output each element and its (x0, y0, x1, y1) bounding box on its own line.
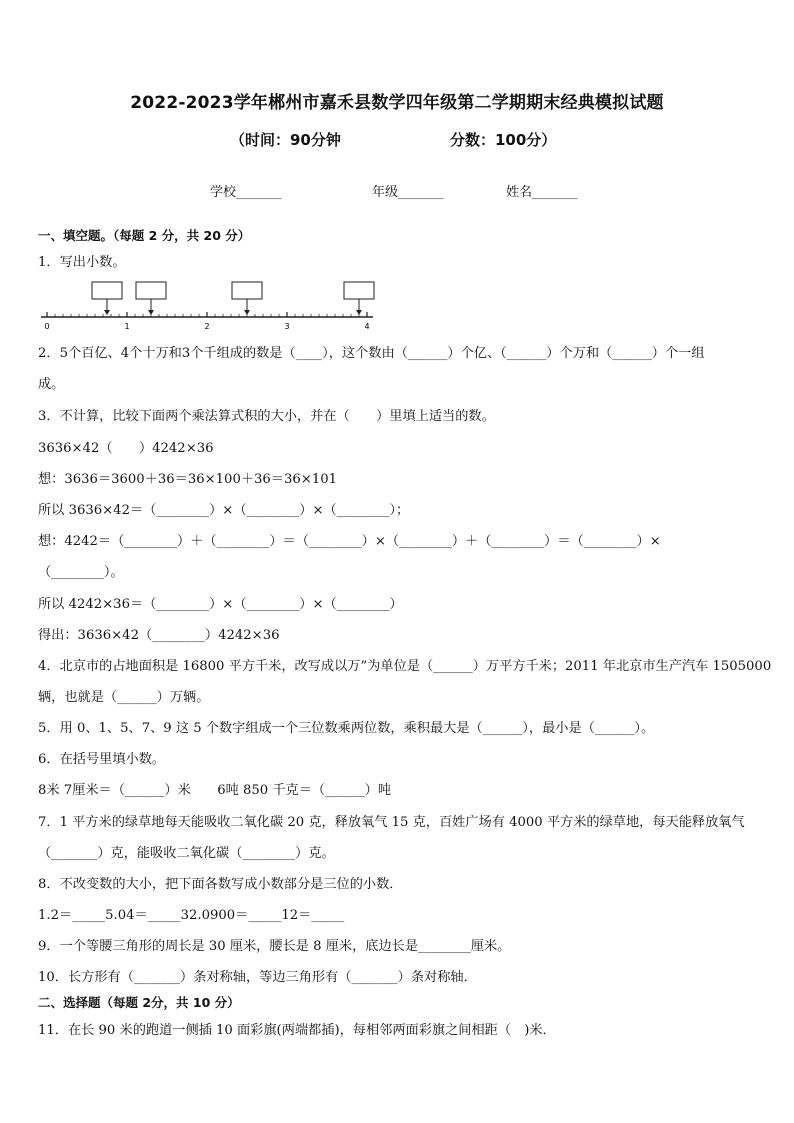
page-title: 2022-2023学年郴州市嘉禾县数学四年级第二学期期末经典模拟试题 (130, 93, 664, 113)
question-3-therefore-1: 所以 3636×42＝（________）×（________）×（________）； (38, 503, 410, 518)
question-7-line-2: （_______）克，能吸收二氧化碳（________）克。 (38, 846, 335, 861)
question-10: 10．长方形有（_______）条对称轴，等边三角形有（_______）条对称轴． (38, 970, 477, 985)
question-3-conclusion: 得出：3636×42（________）4242×36 (38, 628, 280, 643)
question-2-line-2: 成。 (38, 377, 65, 392)
question-3-therefore-2: 所以 4242×36＝（________）×（________）×（________） (38, 597, 403, 612)
answer-box[interactable] (92, 282, 122, 315)
tick-label: 1 (124, 322, 130, 331)
question-9: 9．一个等腰三角形的周长是 30 厘米，腰长是 8 厘米，底边长是________厘米。 (38, 939, 511, 954)
question-5: 5．用 0、1、5、7、9 这 5 个数字组成一个三位数乘两位数，乘积最大是（______），最小是（______）。 (38, 721, 655, 736)
question-6: 6．在括号里填小数。 (38, 752, 166, 767)
question-8: 8．不改变数的大小，把下面各数写成小数部分是三位的小数． (38, 877, 403, 892)
name-field[interactable]: 姓名_______ (506, 185, 578, 200)
question-3-think-1: 想：3636＝3600＋36＝36×100＋36＝36×101 (38, 472, 337, 487)
question-1: 1．写出小数。 (38, 255, 126, 270)
section-heading-choice: 二、选择题（每题 2分，共 10 分） (38, 995, 240, 1010)
school-field[interactable]: 学校_______ (210, 185, 282, 200)
question-11: 11．在长 90 米的跑道一侧插 10 面彩旗(两端都插)，每相邻两面彩旗之间相距（ )米． (38, 1023, 556, 1038)
question-3: 3．不计算，比较下面两个乘法算式积的大小，并在（ ）里填上适当的数。 (38, 409, 495, 424)
question-6-items: 8米 7厘米＝（______）米 6吨 850 千克＝（______）吨 (38, 783, 392, 798)
question-8-items: 1.2＝_____5.04＝_____32.0900＝_____12＝_____ (38, 908, 345, 923)
tick-label: 2 (204, 322, 210, 331)
section-heading-fill-in: 一、填空题。（每题 2 分，共 20 分） (38, 228, 251, 243)
tick-label: 4 (364, 322, 370, 331)
question-3-expression: 3636×42（ ）4242×36 (38, 441, 214, 456)
number-line-tick-labels (44, 322, 369, 331)
number-line-answer-boxes (92, 282, 374, 315)
tick-label: 0 (44, 322, 50, 331)
question-2-line-1: 2．5个百亿、4个十万和3个千组成的数是（____），这个数由（______）个亿、（______）个万和（______）个一组 (38, 346, 705, 361)
answer-box[interactable] (136, 282, 166, 315)
number-line-figure (38, 280, 378, 332)
question-7-line-1: 7．1 平方米的绿草地每天能吸收二氧化碳 20 克，释放氧气 15 克，百姓广场有 4000 平方米的绿草地，每天能释放氧气 (38, 815, 745, 830)
exam-time: （时间：90分钟 (230, 131, 341, 149)
grade-field[interactable]: 年级_______ (372, 185, 444, 200)
question-3-think-2: 想：4242＝（________）＋（________）＝（________）×（________）＋（________）＝（________）× (38, 534, 661, 549)
answer-box[interactable] (232, 282, 262, 315)
question-4-line-2: 辆，也就是（______）万辆。 (38, 690, 210, 705)
question-4-line-1: 4．北京市的占地面积是 16800 平方千米，改写成以万”为单位是（______）万平方千米；2011 年北京市生产汽车 1505000 (38, 659, 772, 674)
answer-box[interactable] (344, 282, 374, 315)
tick-label: 3 (284, 322, 290, 331)
exam-score: 分数：100分） (450, 131, 557, 149)
question-3-think-2-cont: （________）。 (38, 565, 124, 580)
